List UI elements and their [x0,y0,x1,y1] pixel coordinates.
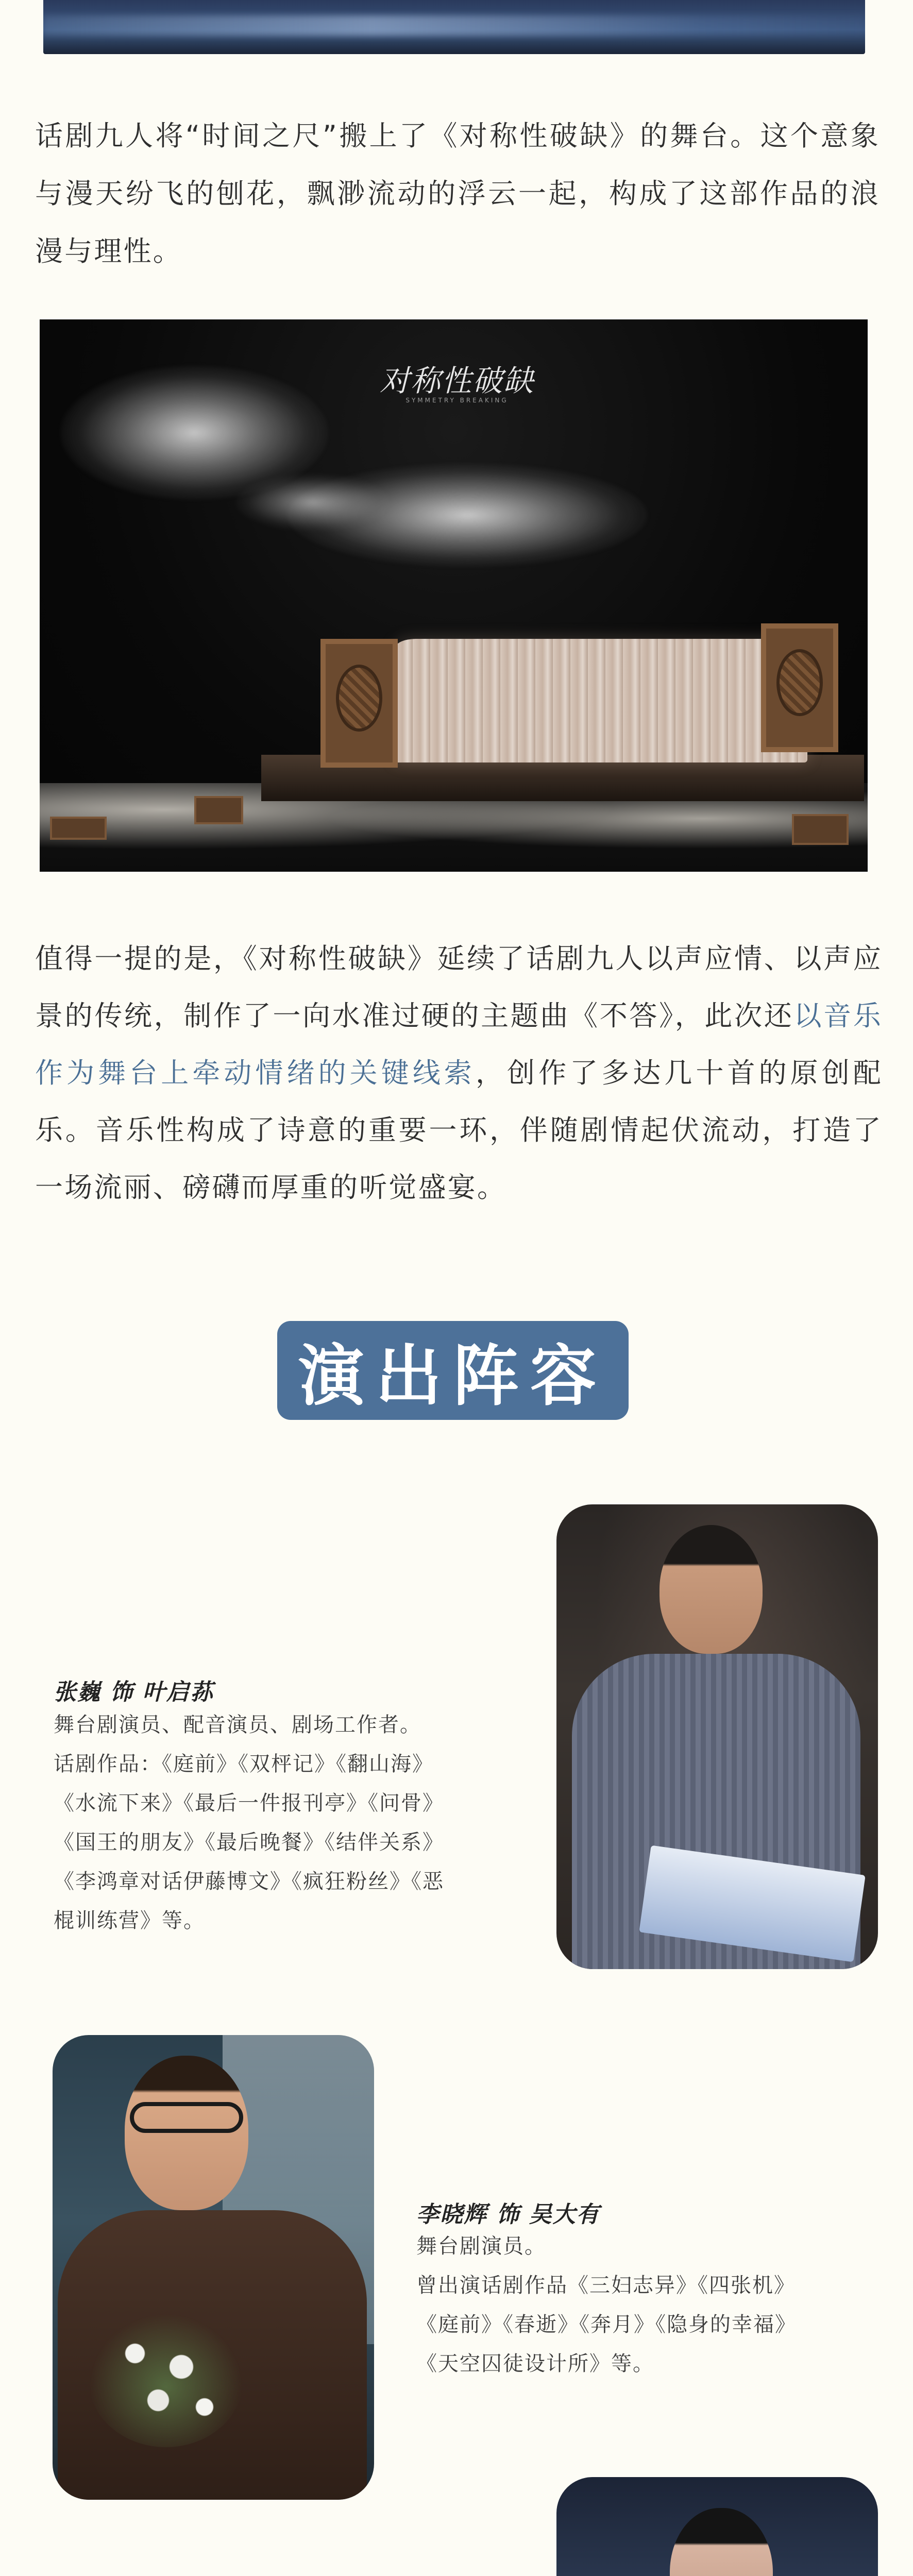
lattice-screen-left [320,639,398,768]
section-title-cast: 演出阵容 [277,1321,629,1420]
stage-photo [40,319,868,872]
stage-crate-far-left [50,817,107,840]
stage-crate-right [792,814,849,845]
cast-bio-line: 《水流下来》《最后一件报刊亭》《问骨》 [54,1791,444,1815]
intro-paragraph: 话剧九人将“时间之尺”搬上了《对称性破缺》的舞台。这个意象与漫天纷飞的刨花，飘渺流动的浮云一起，构成了这部作品的浪漫与理性。 [35,120,880,267]
music-paragraph-part1: 值得一提的是，《对称性破缺》延续了话剧九人以声应情、以声应景的传统，制作了一向水准过硬的主题曲《不答》，此次还 [35,942,883,1032]
cast-photo-lu-wen [556,2477,878,2576]
cloud-small [235,474,390,531]
top-stage-photo [43,0,865,54]
cast-bio-line: 舞台剧演员。 [416,2234,546,2258]
glasses [130,2102,243,2133]
flowers [89,2313,243,2447]
music-paragraph [35,930,883,1216]
cast-bio-line: 《庭前》《春逝》《奔月》《隐身的幸福》 [416,2313,797,2336]
cast-bio-2 [416,2227,890,2383]
stage-logo: 对称性破缺 [379,363,534,398]
figure-head [660,1525,763,1654]
cast-bio-line: 《天空囚徒设计所》等。 [416,2352,654,2376]
cast-photo-li-xiaohui [53,2035,374,2500]
stage-logo-subtitle: SYMMETRY BREAKING [405,397,509,404]
cast-bio-line: 《国王的朋友》《最后晚餐》《结伴关系》 [54,1831,444,1854]
cast-bio-line: 话剧作品：《庭前》《双枰记》《翻山海》 [54,1752,434,1776]
stage-crate-left [194,796,243,824]
cast-bio-line: 曾出演话剧作品《三妇志异》《四张机》 [416,2274,796,2297]
photo-light-streak [43,15,865,36]
cast-bio-line: 舞台剧演员、配音演员、剧场工作者。 [54,1713,421,1737]
cast-bio-1 [54,1705,538,1940]
lattice-screen-right [761,623,838,752]
music-paragraph-part2: ，创作了多达几十首的原创配乐。音乐性构成了诗意的重要一环，伴随剧情起伏流动，打造了一场流丽、磅礴而厚重的听觉盛宴。 [35,1057,883,1204]
music-paragraph-highlight: 以音乐作为舞台上牵动情绪的关键线索 [35,999,883,1089]
cast-name-1: 张巍 饰 叶启荪 [54,1679,214,1705]
cast-bio-line: 《李鸿章对话伊藤博文》《疯狂粉丝》《恶 [54,1870,444,1893]
cast-name-2: 李晓辉 饰 吴大有 [416,2201,600,2228]
cast-bio-line: 棍训练营》等。 [54,1909,205,1933]
cast-photo-zhang-wei [556,1504,878,1969]
figure-head [125,2056,248,2210]
figure-head [670,2508,773,2576]
paper-wall [395,639,807,762]
